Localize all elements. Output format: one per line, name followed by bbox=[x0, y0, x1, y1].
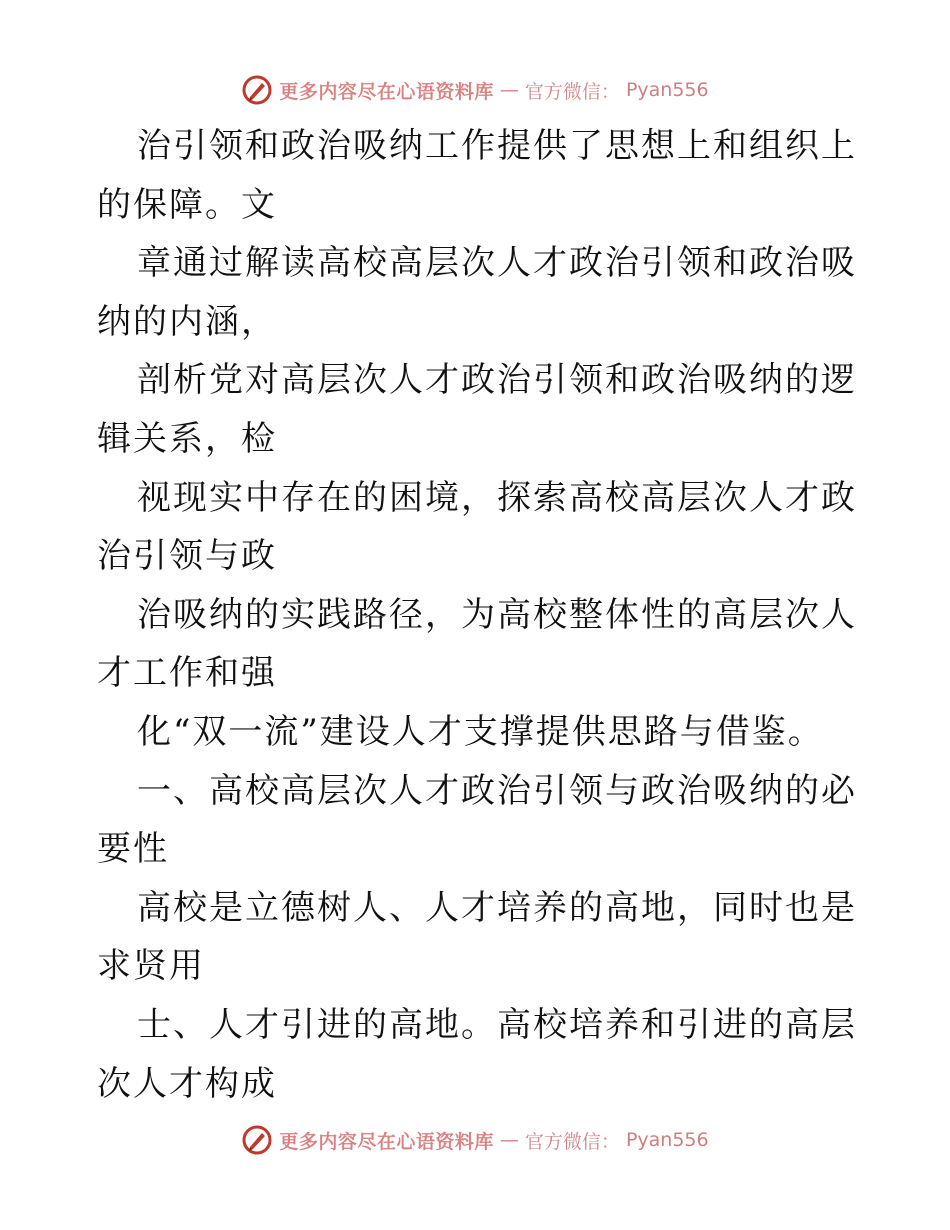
pen-logo-icon bbox=[241, 1124, 273, 1156]
document-body bbox=[97, 117, 857, 1113]
header-watermark bbox=[0, 70, 950, 110]
watermark-id: Pyan556 bbox=[625, 79, 709, 101]
paragraph-1: 治引领和政治吸纳工作提供了思想上和组织上的保障。文 bbox=[97, 126, 857, 225]
watermark-id: Pyan556 bbox=[625, 1129, 709, 1151]
section-heading-1: 一、高校高层次人才政治引领与政治吸纳的必要性 bbox=[97, 770, 857, 870]
footer-watermark bbox=[0, 1120, 950, 1160]
paragraph-7: 高校是立德树人、人才培养的高地，同时也是求贤用 bbox=[97, 887, 857, 987]
paragraph-2: 章通过解读高校高层次人才政治引领和政治吸纳的内涵， bbox=[97, 243, 857, 342]
watermark-brand: 更多内容尽在心语资料库 bbox=[279, 80, 494, 103]
pen-logo-icon bbox=[241, 74, 273, 106]
watermark-label: 官方微信： bbox=[524, 80, 620, 103]
paragraph-3: 剖析党对高层次人才政治引领和政治吸纳的逻辑关系，检 bbox=[97, 360, 857, 459]
watermark-label: 官方微信： bbox=[524, 1130, 620, 1153]
watermark-brand: 更多内容尽在心语资料库 bbox=[279, 1130, 494, 1153]
paragraph-6: 化“双一流”建设人才支撑提供思路与借鉴。 bbox=[137, 711, 824, 752]
paragraph-4: 视现实中存在的困境，探索高校高层次人才政治引领与政 bbox=[97, 477, 857, 577]
paragraph-5: 治吸纳的实践路径，为高校整体性的高层次人才工作和强 bbox=[97, 594, 857, 694]
paragraph-8: 士、人才引进的高地。高校培养和引进的高层次人才构成 bbox=[97, 1004, 857, 1104]
watermark-dash: — bbox=[499, 79, 519, 101]
watermark-dash: — bbox=[499, 1129, 519, 1151]
